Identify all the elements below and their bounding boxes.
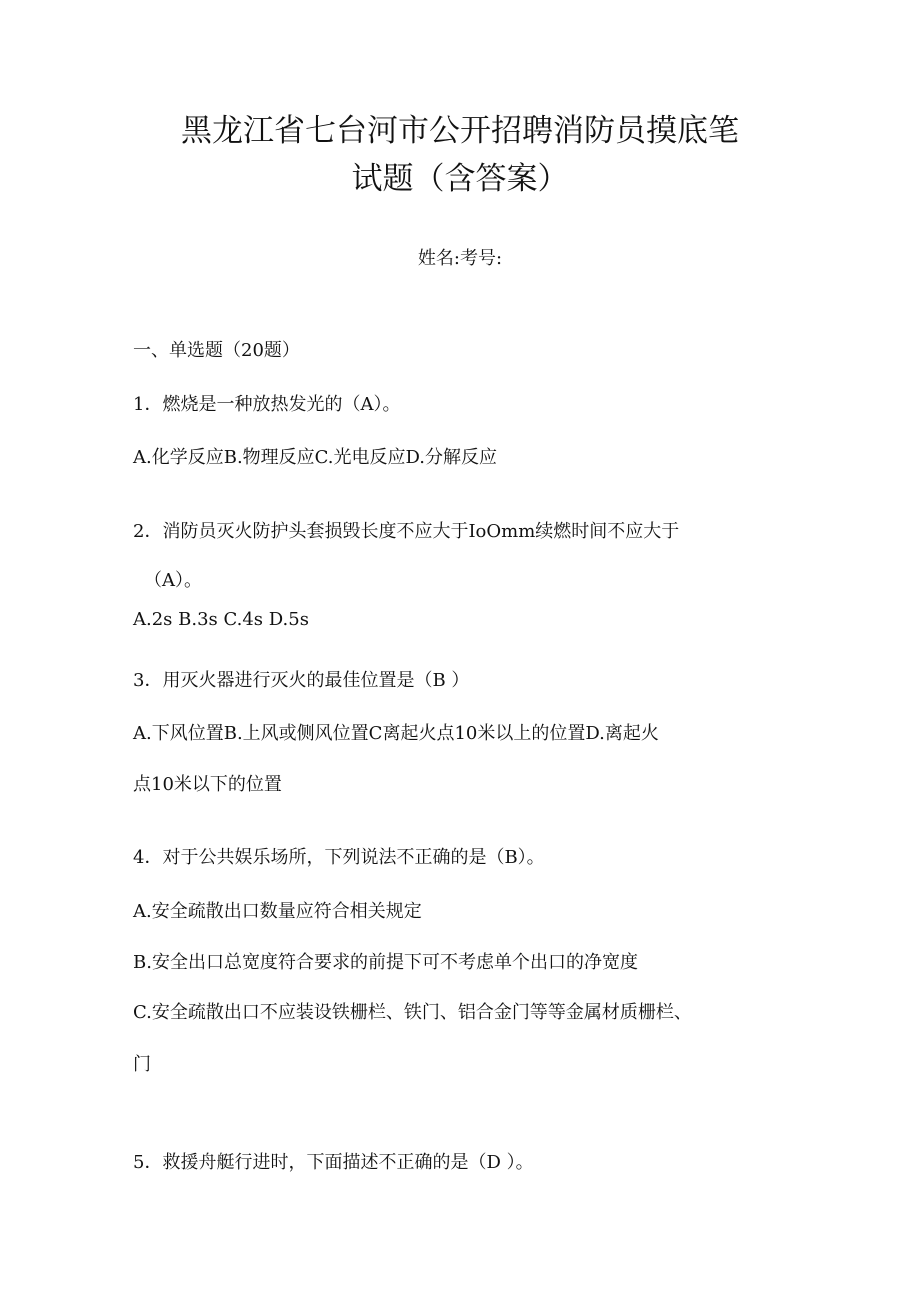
question-4-option-a: A.安全疏散出口数量应符合相关规定: [133, 901, 422, 922]
question-4-option-c-continued: 门: [133, 1054, 151, 1075]
question-5-stem: 5．救援舟艇行进时，下面描述不正确的是（D ）。: [133, 1152, 534, 1173]
question-3-options: A.下风位置B.上风或侧风位置C离起火点10米以上的位置D.离起火: [133, 723, 659, 744]
document-title-line-2: 试题（含答案）: [351, 161, 569, 197]
name-exam-number-label: 姓名:考号:: [417, 248, 503, 269]
question-4-stem: 4．对于公共娱乐场所，下列说法不正确的是（B）。: [133, 847, 545, 868]
question-2-stem-continued: （A）。: [144, 570, 202, 591]
section-heading: 一、单选题（20题）: [133, 340, 300, 361]
question-4-option-c: C.安全疏散出口不应装设铁栅栏、铁门、铝合金门等等金属材质栅栏、: [133, 1002, 692, 1023]
question-1-options: A.化学反应B.物理反应C.光电反应D.分解反应: [133, 447, 498, 468]
question-4-option-b: B.安全出口总宽度符合要求的前提下可不考虑单个出口的净宽度: [133, 952, 638, 973]
question-3-stem: 3．用灭火器进行灭火的最佳位置是（B ）: [133, 670, 470, 691]
question-1-stem: 1．燃烧是一种放热发光的（A）。: [133, 394, 401, 415]
question-2-stem: 2．消防员灭火防护头套损毁长度不应大于IoOmm续燃时间不应大于: [133, 521, 680, 542]
question-2-options: A.2s B.3s C.4s D.5s: [133, 609, 309, 630]
question-3-options-continued: 点10米以下的位置: [133, 774, 282, 795]
document-title-line-1: 黑龙江省七台河市公开招聘消防员摸底笔: [181, 113, 739, 149]
